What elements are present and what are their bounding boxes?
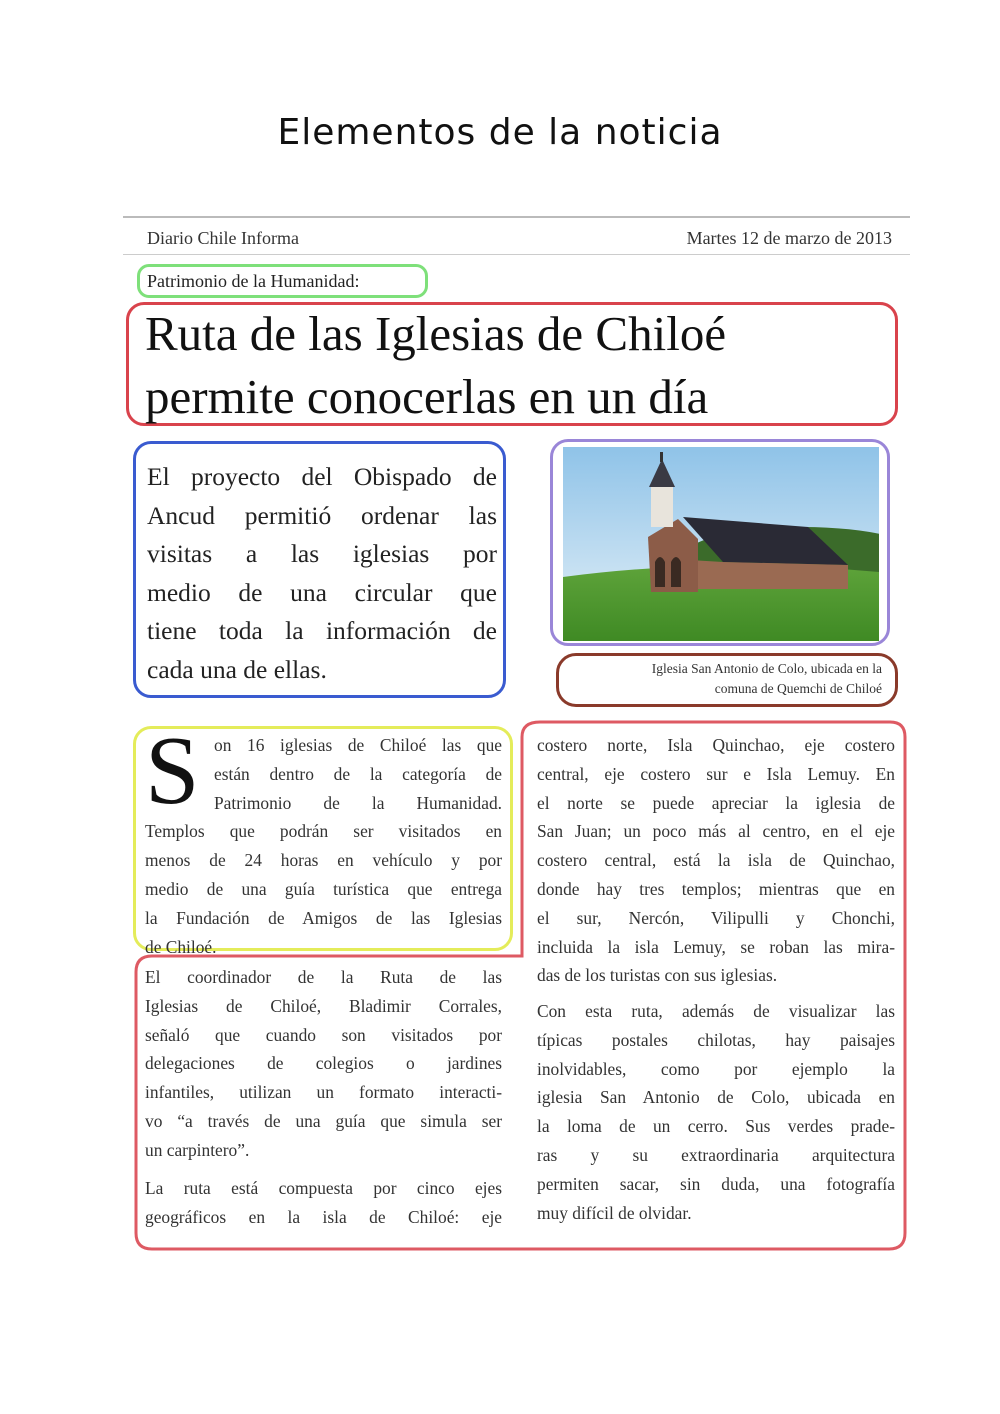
text-line: están dentro de la categoría de [214,763,502,784]
text-line: señaló que cuando son visitados por [145,1024,502,1045]
drop-cap: S [145,717,200,825]
text-line: geográficos en la isla de Chiloé: eje [145,1206,502,1227]
intro-paragraph [145,731,502,961]
text-line: central, eje costero sur e Isla Lemuy. En [537,763,895,784]
text-line: El proyecto del Obispado de [147,462,497,491]
text-line: Iglesias de Chiloé, Bladimir Corrales, [145,995,502,1016]
body-paragraph [145,963,502,1165]
body-paragraph [145,1174,502,1232]
text-line: Con esta ruta, además de visualizar las [537,1001,895,1021]
headline-line: Ruta de las Iglesias de Chiloé [145,306,727,361]
text-line: permiten sacar, sin duda, una fotografía [537,1173,895,1194]
text-line: el sur, Nercón, Vilipulli y Chonchi, [537,907,895,928]
caption-line: Iglesia San Antonio de Colo, ubicada en la [651,661,882,676]
text-line: medio de una circular que [147,577,497,607]
text-line: donde hay tres templos; mientras que en [537,878,895,899]
text-line: costero central, está la isla de Quinchao, [537,850,895,871]
text-line: menos de 24 horas en vehículo y por [145,850,502,871]
text-line: vo “a través de una guía que simula ser [145,1110,502,1131]
text-line: iglesia San Antonio de Colo, ubicada en [537,1087,895,1108]
text-line: San Juan; un poco más al centro, en el eje [537,821,895,842]
text-line: la loma de un cerro. Sus verdes prade- [537,1116,895,1137]
text-line: costero norte, Isla Quinchao, eje costero [537,735,895,755]
text-line: un carpintero”. [145,1139,250,1160]
text-line: Templos que podrán ser visitados en [145,821,502,842]
text-line: típicas postales chilotas, hay paisajes [537,1029,895,1050]
kicker: Patrimonio de la Humanidad: [147,271,360,291]
text-line: ras y su extraordinaria arquitectura [537,1144,895,1165]
body-paragraph [537,731,895,990]
text-line: El coordinador de la Ruta de las [145,967,502,987]
text-line: delegaciones de colegios o jardines [145,1053,502,1074]
text-line: de Chiloé. [145,936,217,957]
text-line: muy difícil de olvidar. [537,1202,692,1223]
headline-line: permite conocerlas en un día [145,369,709,424]
body-paragraph [537,997,895,1227]
text-line: La ruta está compuesta por cinco ejes [145,1178,502,1198]
text-line: infantiles, utilizan un formato interacti- [145,1082,502,1103]
text-line: inolvidables, como por ejemplo la [537,1058,895,1079]
newspaper-name: Diario Chile Informa [147,228,299,248]
text-line: cada una de ellas. [147,654,327,684]
text-line: tiene toda la información de [147,616,497,646]
text-line: medio de una guía turística que entrega [145,878,502,899]
text-line: el norte se puede apreciar la iglesia de [537,792,895,813]
text-line: das de los turistas con sus iglesias. [537,965,778,986]
newspaper-date: Martes 12 de marzo de 2013 [686,228,892,248]
text-line: visitas a las iglesias por [147,539,497,569]
caption-line: comuna de Quemchi de Chiloé [714,681,882,696]
text-line: incluida la isla Lemuy, se roban las mira- [537,936,895,957]
page-title: Elementos de la noticia [277,112,723,153]
text-line: la Fundación de Amigos de las Iglesias [145,907,502,928]
text-line: Ancud permitió ordenar las [147,500,497,530]
text-line: Patrimonio de la Humanidad. [214,792,502,813]
text-line: on 16 iglesias de Chiloé las que [214,735,502,755]
